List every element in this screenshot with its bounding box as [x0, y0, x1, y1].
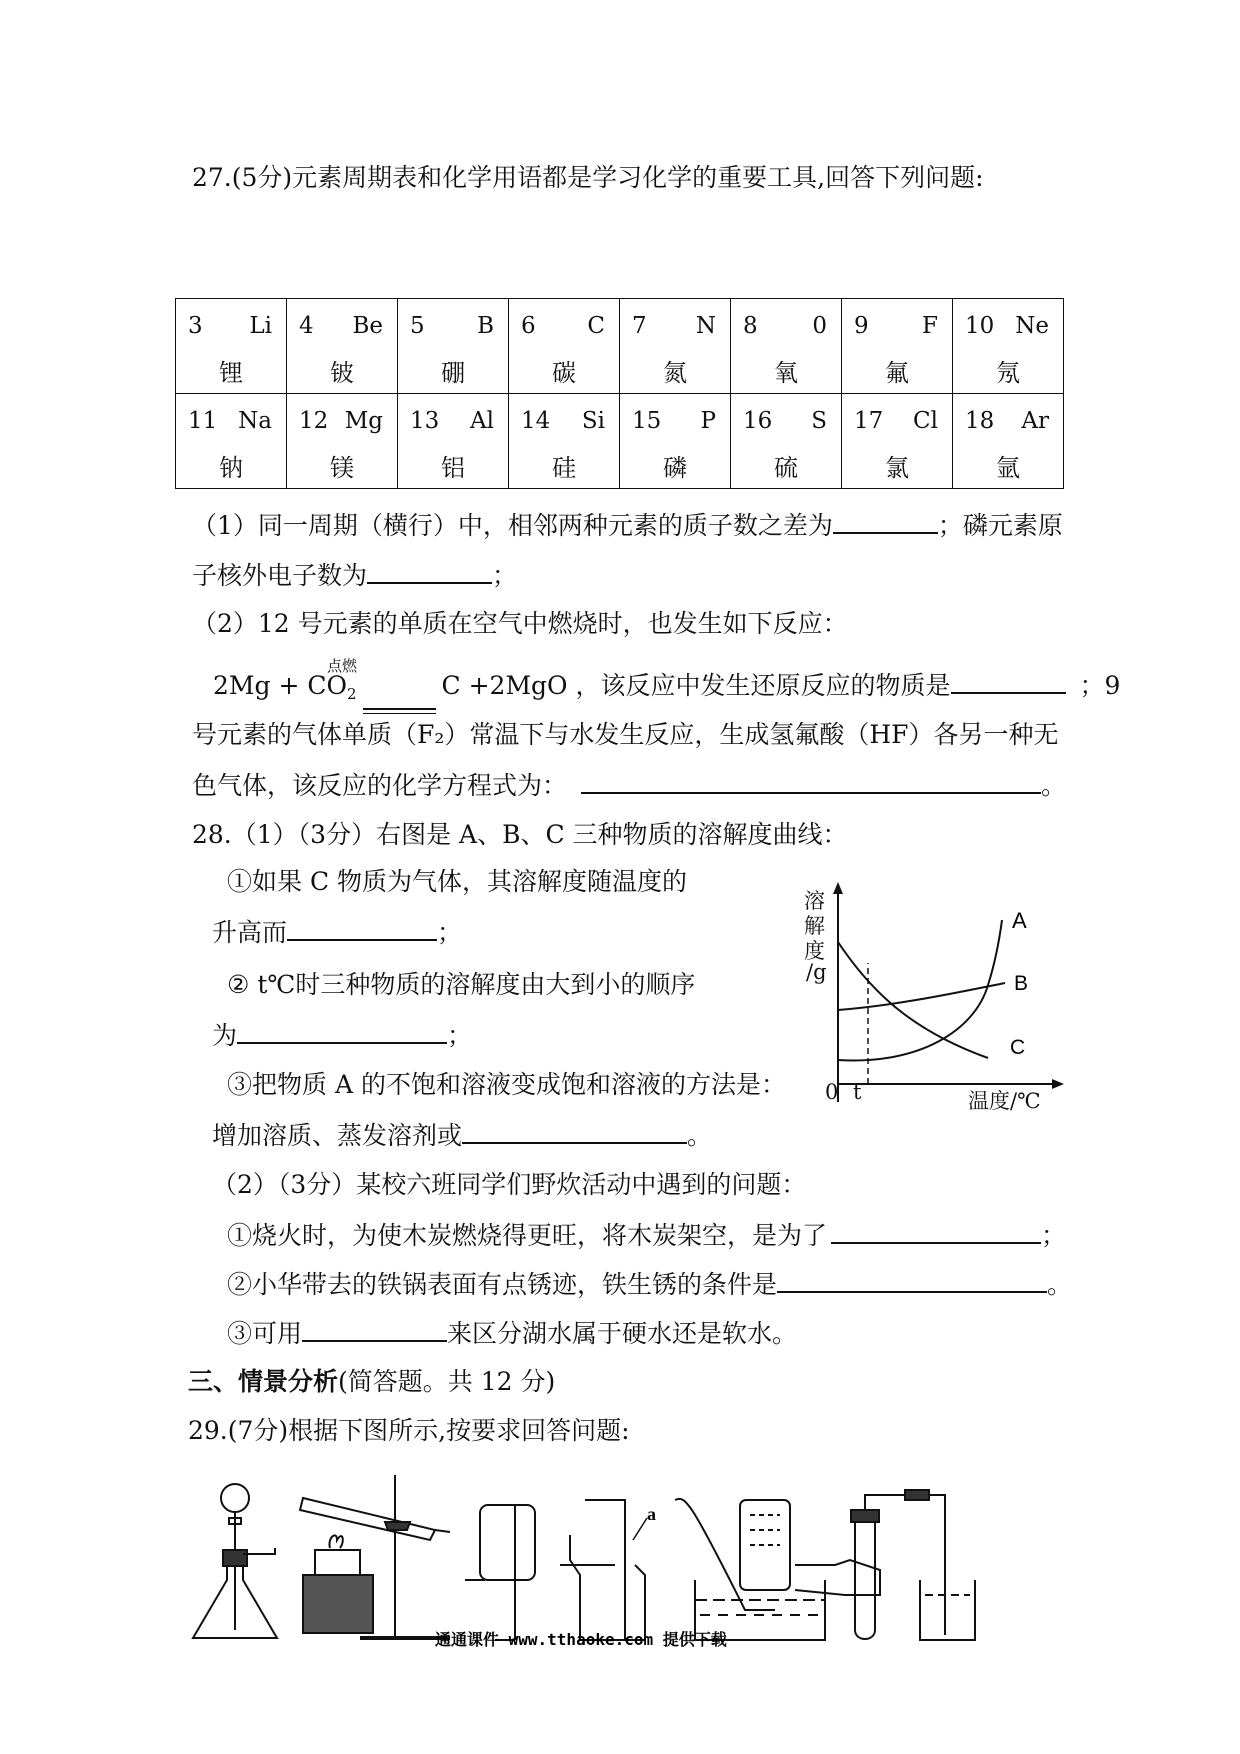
element-number: 10 — [965, 313, 995, 339]
q27-p1-text-c: 子核外电子数为 — [192, 561, 368, 590]
element-symbol: N — [695, 313, 716, 339]
equation-left: 2Mg + CO — [213, 671, 347, 700]
element-cell — [731, 394, 842, 489]
element-name: 氟 — [885, 359, 909, 387]
apparatus-b-heating — [300, 1475, 450, 1638]
element-cell — [398, 299, 509, 394]
element-name: 氖 — [996, 359, 1020, 387]
q28-s2-end: ； — [447, 1021, 473, 1050]
element-number: 5 — [410, 313, 425, 339]
q28-p2-1 — [227, 1220, 1066, 1251]
q28-p2-1-text: ①烧火时，为使木炭燃烧得更旺，将木炭架空，是为了 — [227, 1221, 828, 1250]
element-cell — [842, 394, 953, 489]
label-a: a — [647, 1504, 656, 1524]
element-cell — [620, 394, 731, 489]
element-name: 铝 — [441, 454, 465, 482]
table-row — [176, 299, 1064, 394]
element-name: 氯 — [885, 454, 909, 482]
element-cell — [509, 394, 620, 489]
element-number: 6 — [521, 313, 536, 339]
q28-p2-3-end: 来区分湖水属于硬水还是软水。 — [447, 1319, 798, 1348]
element-number: 15 — [632, 408, 662, 434]
element-symbol: B — [477, 313, 494, 339]
q28-p2-2-end: 。 — [1047, 1270, 1073, 1299]
apparatus-c-bottle-inverted — [465, 1505, 535, 1640]
element-symbol: C — [587, 313, 605, 339]
apparatus-e-water-trough — [675, 1499, 825, 1640]
element-symbol: P — [700, 408, 716, 434]
q29-header: 29.(7分)根据下图所示,按要求回答问题: — [188, 1416, 630, 1445]
section3-note: (简答题。共 12 分) — [338, 1367, 556, 1396]
apparatus-a-funnel-flask — [193, 1484, 277, 1638]
q28-p2-1-end: ； — [1041, 1221, 1067, 1250]
element-symbol: Cl — [913, 408, 938, 434]
element-cell — [398, 394, 509, 489]
element-number: 11 — [188, 408, 218, 434]
answer-blank[interactable] — [237, 1020, 447, 1044]
curve-b — [838, 983, 1005, 1010]
equation-right: C +2MgO ，该反应中发生还原反应的物质是 — [441, 671, 951, 700]
element-number: 8 — [743, 313, 758, 339]
q28-s3-text: 增加溶质、蒸发溶剂或 — [212, 1121, 463, 1150]
q28-s1-line1: ①如果 C 物质为气体，其溶解度随温度的 — [227, 867, 688, 896]
element-cell — [509, 299, 620, 394]
element-name: 氩 — [996, 454, 1020, 482]
equation-subscript: 2 — [346, 685, 357, 703]
ylabel-char-1: 溶 — [804, 889, 825, 913]
element-symbol: S — [811, 408, 827, 434]
answer-blank[interactable] — [951, 670, 1066, 694]
table-row — [176, 394, 1064, 489]
element-symbol: F — [922, 313, 938, 339]
answer-blank[interactable] — [581, 770, 1041, 794]
q28-p2: （2）（3分）某校六班同学们野炊活动中遇到的问题： — [212, 1170, 807, 1199]
element-name: 氮 — [663, 359, 687, 387]
xlabel: 温度/℃ — [968, 1089, 1041, 1113]
element-cell — [953, 299, 1064, 394]
element-cell — [287, 394, 398, 489]
solubility-chart — [800, 880, 1070, 1120]
element-symbol: Li — [249, 313, 272, 339]
q28-s1-end: ； — [437, 918, 463, 947]
element-name: 碳 — [552, 359, 576, 387]
reaction-condition: 点燃 — [327, 657, 358, 675]
element-cell — [176, 299, 287, 394]
answer-blank[interactable] — [302, 1318, 447, 1342]
q27-header: 27.(5分)元素周期表和化学用语都是学习化学的重要工具,回答下列问题: — [192, 163, 984, 192]
q28-s2-line2 — [212, 1020, 472, 1051]
q28-header: 28.（1）（3分）右图是 A、B、C 三种物质的溶解度曲线： — [192, 820, 848, 849]
element-symbol: Si — [581, 408, 605, 434]
curve-a — [838, 920, 1002, 1060]
q28-p2-3 — [227, 1318, 797, 1349]
element-number: 12 — [299, 408, 329, 434]
element-cell — [176, 394, 287, 489]
origin-label: 0 — [825, 1080, 839, 1104]
q27-part1-line2 — [192, 560, 517, 591]
element-number: 17 — [854, 408, 884, 434]
element-number: 9 — [854, 313, 869, 339]
element-name: 磷 — [663, 454, 687, 482]
element-number: 16 — [743, 408, 773, 434]
x-axis-arrow — [1052, 1079, 1064, 1089]
q28-s3-line1: ③把物质 A 的不饱和溶液变成饱和溶液的方法是： — [227, 1070, 786, 1099]
element-symbol: Ne — [1015, 313, 1049, 339]
watermark: 通通课件 www.tthaoke.com 提供下载 — [435, 1630, 727, 1649]
element-name: 钠 — [219, 454, 243, 482]
element-number: 4 — [299, 313, 314, 339]
element-cell — [731, 299, 842, 394]
element-symbol: Mg — [344, 408, 383, 434]
y-axis-arrow — [833, 882, 843, 894]
element-cell — [287, 299, 398, 394]
q28-s2-text: 为 — [212, 1021, 238, 1050]
answer-blank[interactable] — [833, 510, 938, 534]
element-symbol: Be — [352, 313, 383, 339]
section3-heading — [188, 1367, 555, 1397]
element-name: 锂 — [219, 359, 243, 387]
label-a-pointer — [633, 1518, 647, 1540]
t-tick-label: t — [853, 1080, 862, 1104]
q28-s3-line2 — [212, 1120, 712, 1151]
q27-part2: （2）12 号元素的单质在空气中燃烧时，也发生如下反应： — [192, 609, 848, 638]
q28-s1-text: 升高而 — [212, 918, 288, 947]
answer-blank[interactable] — [777, 1269, 1047, 1293]
q28-p2-3-text: ③可用 — [227, 1319, 303, 1348]
q27-p1-text: （1）同一周期（横行）中，相邻两种元素的质子数之差为 — [192, 511, 833, 540]
section3-title: 三、情景分析 — [188, 1367, 339, 1396]
answer-blank[interactable] — [367, 560, 492, 584]
element-symbol: 0 — [812, 313, 827, 339]
element-name: 氧 — [774, 359, 798, 387]
q27-part1-line1 — [192, 510, 1063, 541]
equation-tail: ；9 — [1079, 671, 1121, 700]
element-symbol: Na — [238, 408, 272, 434]
q28-s2-line1: ② t℃时三种物质的溶解度由大到小的顺序 — [227, 970, 696, 999]
q27-p4-end: 。 — [1041, 771, 1067, 800]
element-number: 13 — [410, 408, 440, 434]
element-number: 18 — [965, 408, 995, 434]
q28-p2-2-text: ②小华带去的铁锅表面有点锈迹，铁生锈的条件是 — [227, 1270, 778, 1299]
series-label-a: A — [1012, 908, 1027, 933]
series-label-c: C — [1010, 1036, 1026, 1059]
answer-blank[interactable] — [287, 917, 437, 941]
element-name: 铍 — [330, 359, 354, 387]
q28-s1-line2 — [212, 917, 462, 948]
q27-p4-text: 色气体，该反应的化学方程式为： — [192, 771, 568, 800]
q27-p1-text-b: ；磷元素原 — [937, 511, 1063, 540]
answer-blank[interactable] — [462, 1120, 687, 1144]
ylabel-char-2: 解 — [804, 914, 825, 938]
element-cell — [620, 299, 731, 394]
element-number: 3 — [188, 313, 203, 339]
apparatus-f-test-tube-beaker — [795, 1490, 975, 1640]
element-name: 硅 — [552, 454, 576, 482]
element-name: 硫 — [774, 454, 798, 482]
element-name: 硼 — [441, 359, 465, 387]
element-symbol: Al — [470, 408, 494, 434]
element-number: 7 — [632, 313, 647, 339]
ylabel-char-3: 度 — [804, 939, 825, 963]
element-cell — [842, 299, 953, 394]
periodic-table — [175, 298, 1064, 489]
ylabel-char-4: /g — [806, 960, 827, 984]
q28-p2-2 — [227, 1269, 1072, 1300]
element-symbol: Ar — [1021, 408, 1049, 434]
apparatus-d-bottle — [560, 1500, 645, 1640]
apparatus-figure — [185, 1470, 1085, 1650]
element-cell — [953, 394, 1064, 489]
q27-part3-line1: 号元素的气体单质（F₂）常温下与水发生反应，生成氢氟酸（HF）各另一种无 — [192, 720, 1059, 749]
q27-part3-line2 — [192, 770, 1066, 801]
q28-s3-end: 。 — [687, 1121, 713, 1150]
element-number: 14 — [521, 408, 551, 434]
answer-blank[interactable] — [831, 1220, 1041, 1244]
element-name: 镁 — [330, 454, 354, 482]
series-label-b: B — [1014, 972, 1029, 995]
q27-p1-text-d: ； — [492, 561, 518, 590]
